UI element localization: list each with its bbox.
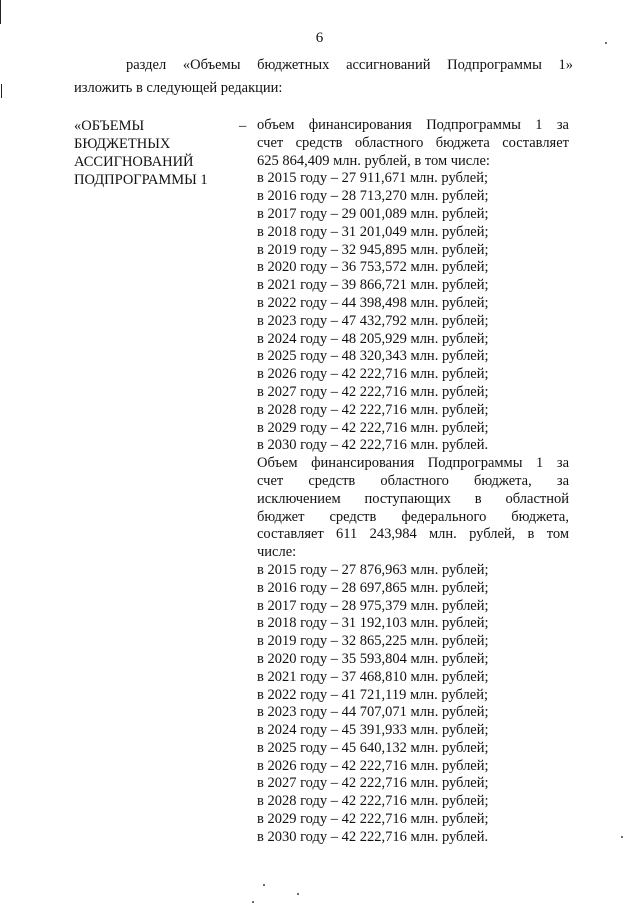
year-line: в 2024 году – 48 205,929 млн. рублей; bbox=[257, 330, 489, 347]
funding-lead-line: бюджет средств федерального бюджета, bbox=[257, 508, 569, 525]
separator-dash: – bbox=[239, 118, 247, 134]
page-number: 6 bbox=[315, 30, 324, 46]
year-line: в 2018 году – 31 192,103 млн. рублей; bbox=[257, 615, 489, 632]
year-line: в 2024 году – 45 391,933 млн. рублей; bbox=[257, 722, 489, 739]
funding-lead-line: исключением поступающих в областной bbox=[257, 490, 569, 507]
funding-lead-line: счет средств областного бюджета, за bbox=[257, 472, 569, 489]
funding-tail-line: числе: bbox=[257, 544, 297, 561]
year-line: в 2015 году – 27 911,671 млн. рублей; bbox=[257, 170, 488, 187]
intro-word: раздел bbox=[126, 57, 167, 73]
intro-word: Подпрограммы bbox=[447, 57, 542, 73]
year-line: в 2027 году – 42 222,716 млн. рублей; bbox=[257, 775, 489, 792]
year-line: в 2025 году – 48 320,343 млн. рублей; bbox=[257, 348, 489, 365]
year-line: в 2020 году – 36 753,572 млн. рублей; bbox=[257, 259, 489, 276]
scan-speck bbox=[252, 901, 254, 903]
year-line: в 2026 году – 42 222,716 млн. рублей; bbox=[257, 757, 489, 774]
year-line: в 2017 году – 28 975,379 млн. рублей; bbox=[257, 597, 489, 614]
intro-word: ассигнований bbox=[346, 57, 431, 73]
year-line: в 2016 году – 28 697,865 млн. рублей; bbox=[257, 579, 489, 596]
heading-line: «ОБЪЕМЫ bbox=[74, 118, 145, 134]
year-line: в 2023 году – 47 432,792 млн. рублей; bbox=[257, 312, 489, 329]
heading-line: БЮДЖЕТНЫХ bbox=[74, 136, 171, 152]
intro-line bbox=[126, 57, 573, 74]
year-line: в 2019 году – 32 865,225 млн. рублей; bbox=[257, 633, 489, 650]
funding-lead-line: объем финансирования Подпрограммы 1 за bbox=[257, 117, 569, 133]
intro-line: изложить в следующей редакции: bbox=[74, 80, 283, 96]
scan-speck bbox=[297, 893, 299, 895]
funding-text bbox=[257, 117, 569, 847]
year-line: в 2022 году – 44 398,498 млн. рублей; bbox=[257, 294, 489, 311]
scan-speck bbox=[263, 884, 265, 886]
year-line: в 2016 году – 28 713,270 млн. рублей; bbox=[257, 188, 489, 205]
year-line: в 2017 году – 29 001,089 млн. рублей; bbox=[257, 205, 489, 222]
heading-line: АССИГНОВАНИЙ bbox=[74, 154, 194, 170]
year-line: в 2030 году – 42 222,716 млн. рублей. bbox=[257, 828, 489, 845]
year-line: в 2026 году – 42 222,716 млн. рублей; bbox=[257, 366, 489, 383]
year-line: в 2020 году – 35 593,804 млн. рублей; bbox=[257, 650, 489, 667]
year-line: в 2028 году – 42 222,716 млн. рублей; bbox=[257, 401, 489, 418]
intro-word: «Объемы bbox=[182, 57, 241, 73]
year-line: в 2025 году – 45 640,132 млн. рублей; bbox=[257, 739, 489, 756]
year-line: в 2021 году – 37 468,810 млн. рублей; bbox=[257, 668, 489, 685]
scan-speck bbox=[621, 836, 623, 838]
funding-total-line: 625 864,409 млн. рублей, в том числе: bbox=[257, 152, 490, 169]
intro-word: бюджетных bbox=[257, 57, 330, 73]
scan-edge-mark bbox=[1, 84, 2, 98]
intro-word: 1» bbox=[558, 57, 574, 73]
year-line: в 2023 году – 44 707,071 млн. рублей; bbox=[257, 704, 489, 721]
funding-lead-line: составляет 611 243,984 млн. рублей, в том bbox=[257, 526, 569, 543]
year-line: в 2029 году – 42 222,716 млн. рублей; bbox=[257, 811, 489, 828]
section-heading bbox=[74, 117, 234, 189]
year-line: в 2029 году – 42 222,716 млн. рублей; bbox=[257, 419, 489, 436]
year-line: в 2022 году – 41 721,119 млн. рублей; bbox=[257, 686, 488, 703]
funding-lead-line: счет средств областного бюджета составляет bbox=[257, 134, 569, 151]
year-line: в 2027 году – 42 222,716 млн. рублей; bbox=[257, 383, 489, 400]
scan-edge-mark bbox=[0, 0, 1, 24]
funding-lead-line: Объем финансирования Подпрограммы 1 за bbox=[257, 455, 569, 472]
year-line: в 2015 году – 27 876,963 млн. рублей; bbox=[257, 561, 489, 578]
heading-line: ПОДПРОГРАММЫ 1 bbox=[74, 172, 208, 188]
year-line: в 2021 году – 39 866,721 млн. рублей; bbox=[257, 277, 489, 294]
year-line: в 2018 году – 31 201,049 млн. рублей; bbox=[257, 223, 489, 240]
year-line: в 2019 году – 32 945,895 млн. рублей; bbox=[257, 241, 489, 258]
year-line: в 2028 году – 42 222,716 млн. рублей; bbox=[257, 793, 489, 810]
year-line: в 2030 году – 42 222,716 млн. рублей. bbox=[257, 437, 489, 454]
